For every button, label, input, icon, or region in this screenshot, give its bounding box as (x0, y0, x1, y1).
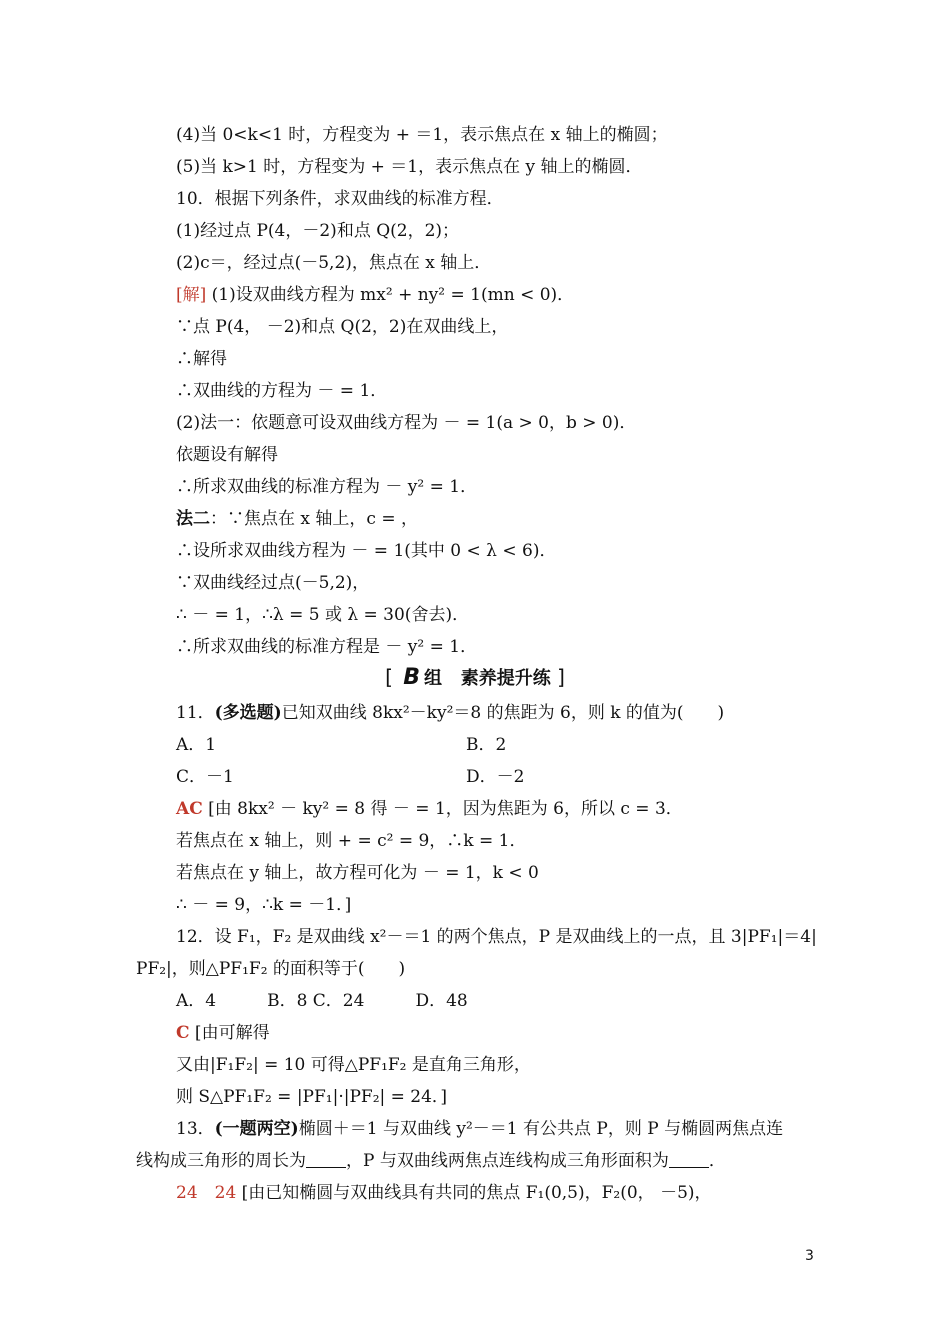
text-line: (1)经过点 P(4，－2)和点 Q(2，2)； (176, 221, 460, 241)
question-10-stem: 10．根据下列条件，求双曲线的标准方程． (176, 189, 504, 209)
text-line: 若焦点在 y 轴上，故方程可化为 － = 1，k < 0 (176, 863, 539, 883)
text-line: 则 S△PF₁F₂ = |PF₁|·|PF₂| = 24．] (176, 1087, 448, 1107)
text-line: ∴所求双曲线的标准方程为 － y² = 1． (176, 477, 478, 497)
q12-answer-text: [由可解得 (189, 1023, 270, 1043)
text-line: ∴解得 (176, 349, 227, 369)
method-one-line (176, 412, 636, 434)
text-line: ∵点 P(4， －2)和点 Q(2，2)在双曲线上， (176, 317, 509, 337)
text-line: ∵双曲线经过点(－5,2)， (176, 573, 370, 593)
text-line: (4)当 0<k<1 时，方程变为 + ＝1，表示焦点在 x 轴上的椭圆； (176, 125, 668, 145)
method-one-tag: (2)法一 (176, 413, 235, 433)
q11-option-c: C．－1 (176, 767, 234, 787)
solution-text: (1)设双曲线方程为 mx² + ny² = 1(mn < 0)． (206, 285, 575, 305)
method-one-text: ：依题意可设双曲线方程为 － = 1(a > 0，b > 0)． (234, 413, 637, 433)
q13-text-b: ，P 与双曲线两焦点连线构成三角形面积为 (346, 1151, 669, 1171)
method-two-tag: 法二 (176, 509, 210, 529)
page-number: 3 (805, 1248, 814, 1264)
text-line: ∴ － = 1，∴λ = 5 或 λ = 30(舍去)． (176, 605, 470, 625)
q13-answer-text: [由已知椭圆与双曲线具有共同的焦点 F₁(0,5)，F₂(0， －5)， (236, 1183, 712, 1203)
q13-answer-line (176, 1182, 712, 1204)
question-13-stem (176, 1118, 783, 1140)
q12-options: A．4 B．8 C．24 D．48 (176, 991, 468, 1011)
solution-line (176, 284, 574, 306)
text-line: ∴双曲线的方程为 － = 1． (176, 381, 388, 401)
header-letter: B (403, 665, 420, 690)
q11-tag: (多选题) (214, 703, 282, 723)
q13-text: 椭圆＋＝1 与双曲线 y²－＝1 有公共点 P，则 P 与椭圆两焦点连 (298, 1119, 784, 1139)
q12-answer: C (176, 1023, 190, 1043)
text-line: ∴ － = 9，∴k = －1．] (176, 895, 352, 915)
q11-number: 11． (176, 703, 215, 723)
q11-option-a: A．1 (176, 735, 217, 755)
q13-tag: (一题两空) (214, 1119, 299, 1139)
text-line: 又由|F₁F₂| = 10 可得△PF₁F₂ 是直角三角形， (176, 1055, 531, 1075)
header-open-bracket: [ (385, 665, 393, 689)
answer-blank (669, 1151, 709, 1168)
q13-text-c: ． (708, 1151, 726, 1171)
text-line: 依题设有解得 (176, 445, 278, 465)
q12-answer-line (176, 1022, 270, 1044)
header-close-bracket: ] (557, 665, 565, 689)
q11-options-row-2 (176, 766, 676, 788)
question-12-stem: 12．设 F₁，F₂ 是双曲线 x²－＝1 的两个焦点，P 是双曲线上的一点，且 3|PF₁|＝4| (176, 927, 817, 947)
question-11-stem (176, 702, 724, 724)
header-group: 组 (423, 668, 442, 689)
q11-option-b: B．2 (466, 735, 507, 755)
text-line: (5)当 k>1 时，方程变为 + ＝1，表示焦点在 y 轴上的椭圆． (176, 157, 643, 177)
method-two-line (176, 508, 418, 530)
solution-tag: [解] (176, 285, 207, 305)
text-line: (2)c＝，经过点(－5,2)，焦点在 x 轴上． (176, 253, 492, 273)
q11-answer-line (176, 798, 683, 820)
text-line: ∴所求双曲线的标准方程是 － y² = 1． (176, 637, 478, 657)
question-12-stem-cont: PF₂|，则△PF₁F₂ 的面积等于( ) (136, 959, 406, 979)
method-two-text: ：∵焦点在 x 轴上，c = ， (210, 509, 418, 529)
q13-number: 13． (176, 1119, 215, 1139)
header-title: 素养提升练 (460, 668, 551, 689)
text-line: ∴设所求双曲线方程为 － = 1(其中 0 < λ < 6)． (176, 541, 557, 561)
question-13-stem-cont (136, 1150, 726, 1172)
text-line: 若焦点在 x 轴上，则 + = c² = 9，∴k = 1． (176, 831, 527, 851)
q11-option-d: D．－2 (466, 767, 525, 787)
q11-text: 已知双曲线 8kx²－ky²＝8 的焦距为 6，则 k 的值为( ) (281, 703, 725, 723)
answer-blank (306, 1151, 346, 1168)
q13-answer: 24 24 (176, 1183, 237, 1203)
q11-answer: AC (176, 799, 203, 819)
section-header (0, 664, 950, 690)
q11-options-row-1 (176, 734, 676, 756)
q11-answer-text: [由 8kx² － ky² = 8 得 － = 1，因为焦距为 6，所以 c = 3． (202, 799, 683, 819)
q13-text-a: 线构成三角形的周长为 (136, 1151, 306, 1171)
